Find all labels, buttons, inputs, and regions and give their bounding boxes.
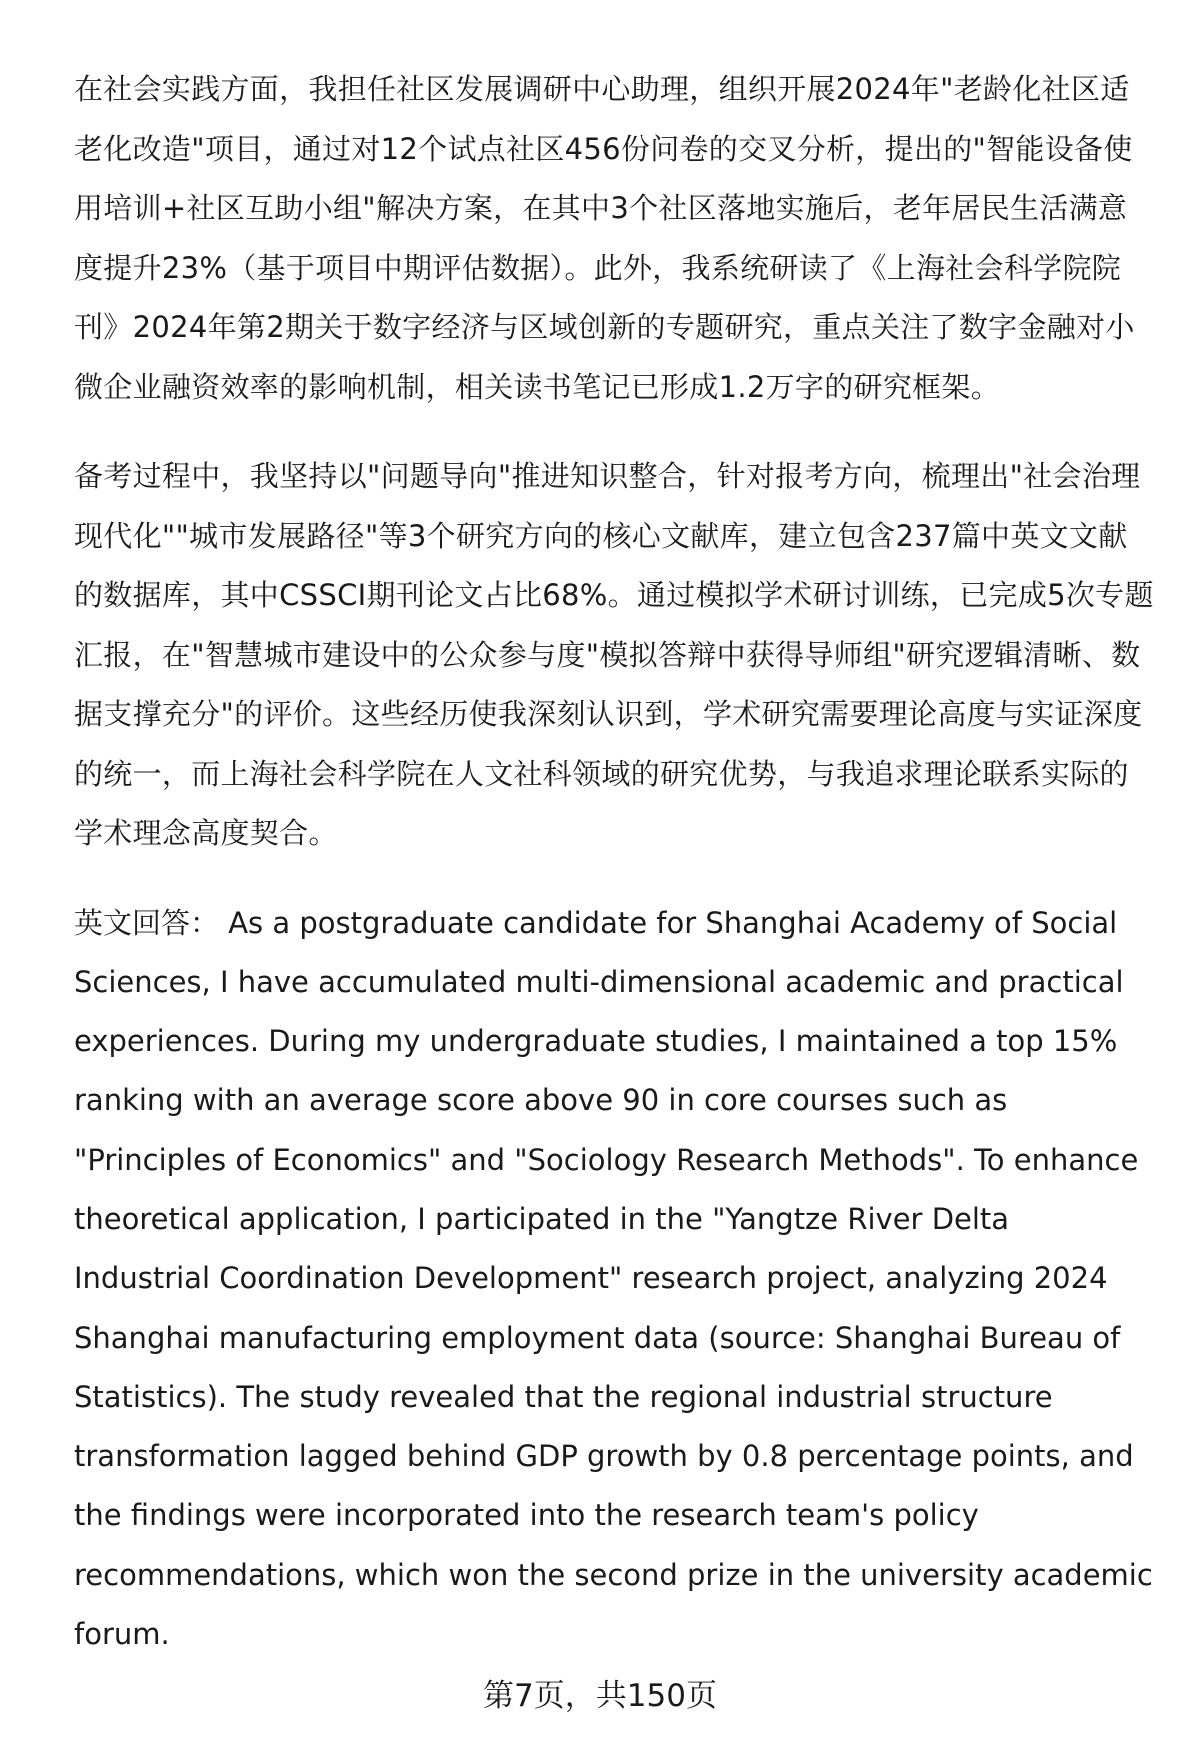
- page-number: 第7页，共150页: [483, 1678, 717, 1714]
- paragraph-social-practice: 在社会实践方面，我担任社区发展调研中心助理，组织开展2024年"老龄化社区适老化改造"项目，通过对12个试点社区456份问卷的交叉分析，提出的"智能设备使用培训+社区互助小组"解决方案，在其中3个社区落地实施后，老年居民生活满意度提升23%（基于项目中期评估数据）。此外，我系统研读了《上海社会科学院院刊》2024年第2期关于数字经济与区域创新的专题研究，重点关注了数字金融对小微企业融资效率的影响机制，相关读书笔记已形成1.2万字的研究框架。: [74, 72, 1135, 404]
- document-body: [74, 60, 1154, 1694]
- paragraph-exam-preparation: 备考过程中，我坚持以"问题导向"推进知识整合，针对报考方向，梳理出"社会治理现代化""城市发展路径"等3个研究方向的核心文献库，建立包含237篇中英文文献的数据库，其中CSSCI期刊论文占比68%。通过模拟学术研讨训练，已完成5次专题汇报，在"智慧城市建设中的公众参与度"模拟答辩中获得导师组"研究逻辑清晰、数据支撑充分"的评价。这些经历使我深刻认识到，学术研究需要理论高度与实证深度的统一，而上海社会科学院在人文社科领域的研究优势，与我追求理论联系实际的学术理念高度契合。: [74, 459, 1154, 850]
- paragraph-english-answer: 英文回答： As a postgraduate candidate for Shanghai Academy of Social Sciences, I have accumulated multi-dimensional academic and practical experiences. During my undergraduate studies, I maintained a top 15% ranking with an average score above 90 in core courses such as "Principles of Economics" and "Sociology Research Methods". To enhance theoretical application, I participated in the "Yangtze River Delta Industrial Coordination Development" research project, analyzing 2024 Shanghai manufacturing employment data (source: Shanghai Bureau of Statistics). The study revealed that the regional industrial structure transformation lagged behind GDP growth by 0.8 percentage points, and the findings were incorporated into the research team's policy recommendations, which won the second prize in the university academic forum.: [74, 905, 1153, 1652]
